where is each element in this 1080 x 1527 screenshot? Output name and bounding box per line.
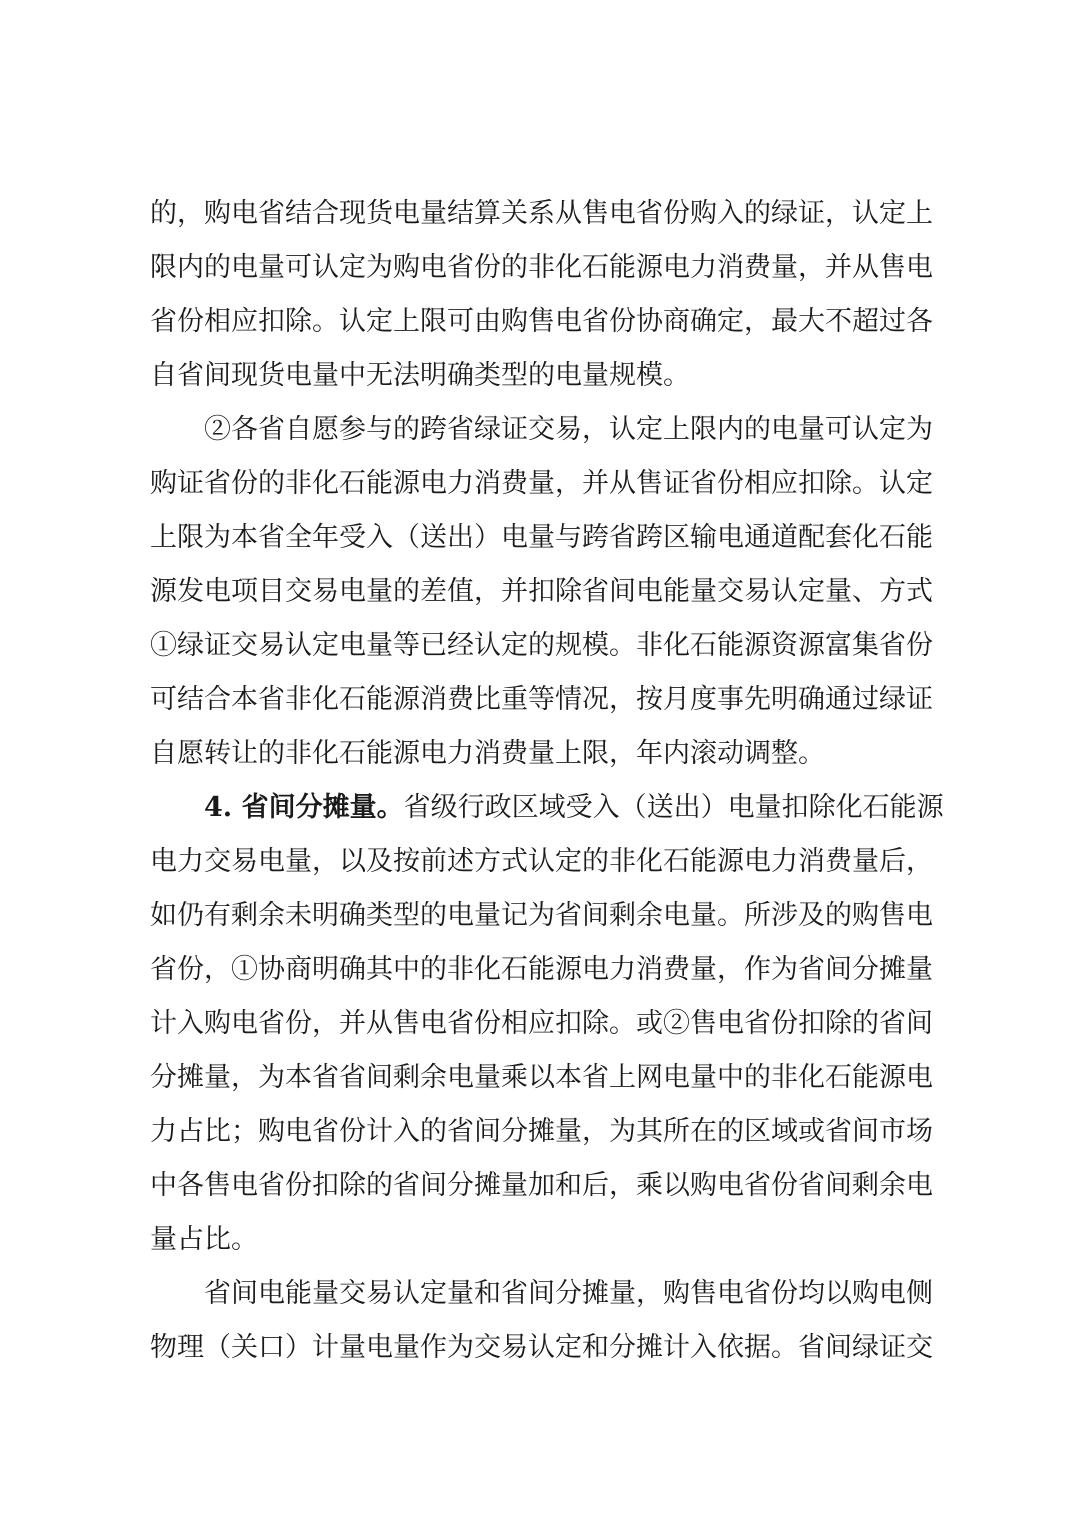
text-line: 限内的电量可认定为购电省份的非化石能源电力消费量，并从售电: [150, 252, 933, 283]
section-4-heading: 4. 省间分摊量。: [204, 792, 404, 823]
text-line: 分摊量，为本省省间剩余电量乘以本省上网电量中的非化石能源电: [150, 1062, 933, 1093]
text-line: 自省间现货电量中无法明确类型的电量规模。: [150, 360, 690, 391]
text-line: 的，购电省结合现货电量结算关系从售电省份购入的绿证，认定上: [150, 198, 933, 229]
text-line: 电力交易电量，以及按前述方式认定的非化石能源电力消费量后，: [150, 846, 933, 877]
text-line: 物理（关口）计量电量作为交易认定和分摊计入依据。省间绿证交: [150, 1332, 933, 1363]
text-line: ②各省自愿参与的跨省绿证交易，认定上限内的电量可认定为: [204, 414, 933, 445]
text-line: 可结合本省非化石能源消费比重等情况，按月度事先明确通过绿证: [150, 684, 933, 715]
text-line: ①绿证交易认定电量等已经认定的规模。非化石能源资源富集省份: [150, 630, 933, 661]
text-line: 源发电项目交易电量的差值，并扣除省间电能量交易认定量、方式: [150, 576, 933, 607]
text-line: 省间电能量交易认定量和省间分摊量，购售电省份均以购电侧: [204, 1278, 933, 1309]
section-4-first-line: [204, 781, 944, 835]
text-line: 计入购电省份，并从售电省份相应扣除。或②售电省份扣除的省间: [150, 1008, 933, 1039]
text-line: 购证省份的非化石能源电力消费量，并从售证省份相应扣除。认定: [150, 468, 933, 499]
text-line: 省份相应扣除。认定上限可由购售电省份协商确定，最大不超过各: [150, 306, 933, 337]
text-line: 量占比。: [150, 1224, 258, 1255]
text-line: 上限为本省全年受入（送出）电量与跨省跨区输电通道配套化石能: [150, 522, 933, 553]
text-line: 省份，①协商明确其中的非化石能源电力消费量，作为省间分摊量: [150, 954, 933, 985]
section-4-text: 省级行政区域受入（送出）电量扣除化石能源: [403, 792, 944, 823]
text-line: 自愿转让的非化石能源电力消费量上限，年内滚动调整。: [150, 738, 825, 769]
text-line: 力占比；购电省份计入的省间分摊量，为其所在的区域或省间市场: [150, 1116, 933, 1147]
text-line: 中各售电省份扣除的省间分摊量加和后，乘以购电省份省间剩余电: [150, 1170, 933, 1201]
text-line: 如仍有剩余未明确类型的电量记为省间剩余电量。所涉及的购售电: [150, 900, 933, 931]
